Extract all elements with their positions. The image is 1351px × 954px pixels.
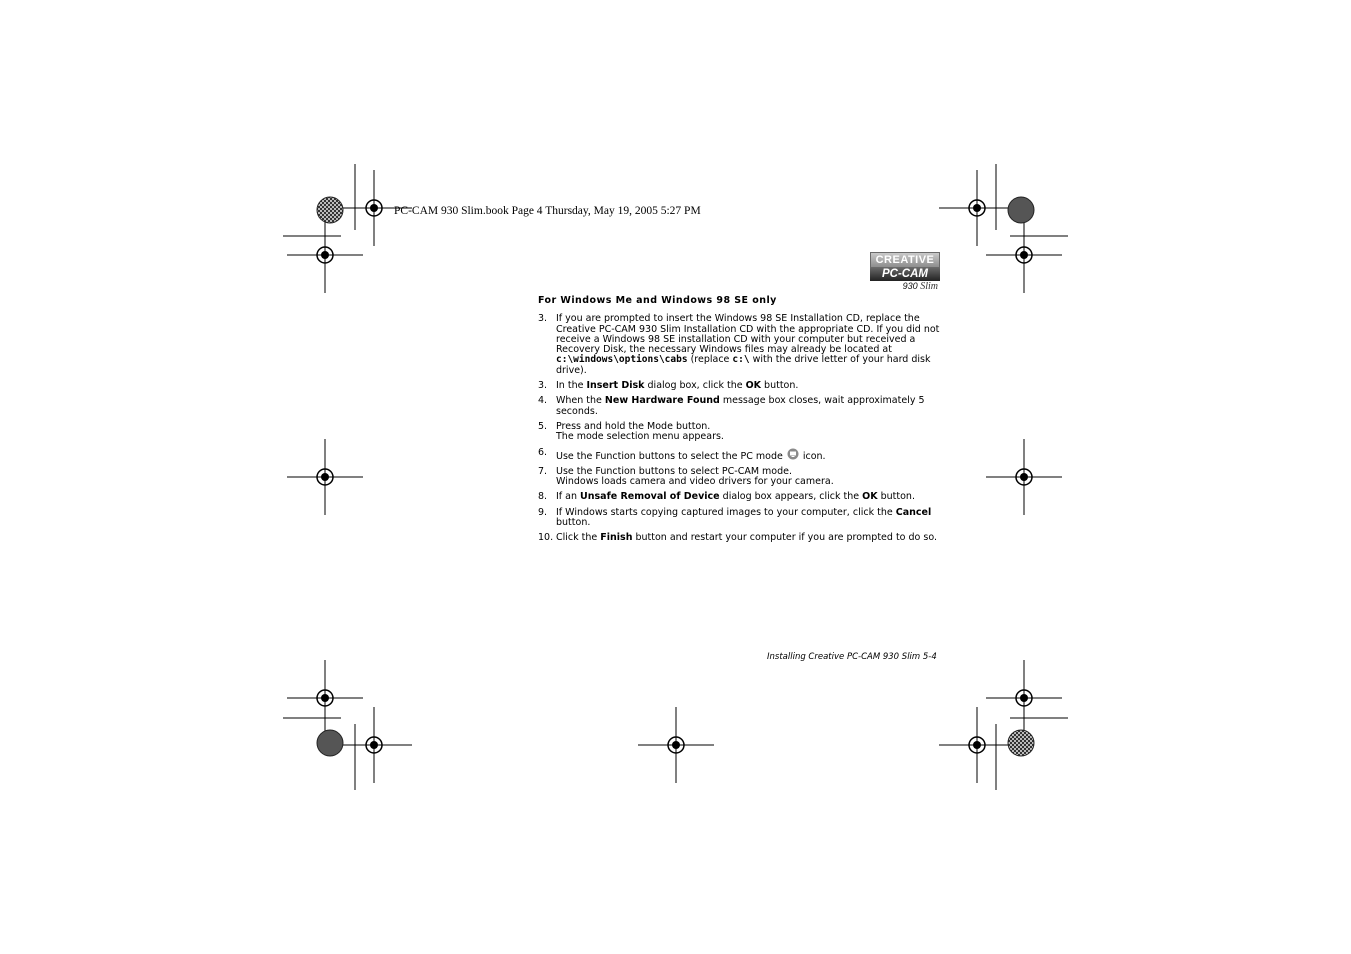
sunburst-mark-top-left xyxy=(317,197,343,223)
registration-crosshair xyxy=(986,660,1062,736)
step-number: 9. xyxy=(538,506,548,518)
step-text xyxy=(556,448,958,462)
step-text xyxy=(556,314,958,376)
book-header-line: PC-CAM 930 Slim.book Page 4 Thursday, May 19, 2005 5:27 PM xyxy=(394,205,701,217)
sunburst-mark-top-right xyxy=(1008,197,1034,223)
logo-model-number: 930 xyxy=(902,281,918,291)
step-text-part: message box closes, wait approximately 5 seconds. xyxy=(556,395,925,417)
step-text-part: icon. xyxy=(802,450,826,462)
drive-letter: c:\ xyxy=(732,354,750,366)
step-text-part: dialog box, click the xyxy=(644,380,746,392)
logo-brand: CREATIVE xyxy=(870,252,940,268)
step-text-part: button. xyxy=(556,517,591,529)
ui-term-ok: OK xyxy=(862,491,878,503)
step-text-part: dialog box appears, click the xyxy=(719,491,863,503)
step-item xyxy=(538,533,958,543)
step-number: 10. xyxy=(538,532,554,544)
registration-crosshair xyxy=(986,217,1062,293)
step-text xyxy=(556,396,958,417)
step-text-part: Use the Function buttons to select the PC mode xyxy=(556,450,783,462)
main-content xyxy=(538,296,958,549)
step-item xyxy=(538,508,958,529)
step-text-part: button. xyxy=(761,380,799,392)
logo-model-suffix: Slim xyxy=(920,281,938,292)
logo-model xyxy=(903,281,938,292)
registration-crosshair xyxy=(287,439,363,515)
step-item xyxy=(538,381,958,391)
step-number: 3. xyxy=(538,380,548,392)
step-text-part: button and restart your computer if you are prompted to do so. xyxy=(632,532,937,544)
step-text-part: Click the xyxy=(556,532,601,544)
step-item xyxy=(538,492,958,502)
section-title: For Windows Me and Windows 98 SE only xyxy=(538,295,777,306)
step-text-part: When the xyxy=(556,395,605,407)
step-text xyxy=(556,508,958,529)
step-text-part: If Windows starts copying captured images to your computer, click the xyxy=(556,506,896,518)
step-item xyxy=(538,422,958,443)
step-item xyxy=(538,467,958,488)
step-text-part: In the xyxy=(556,380,587,392)
registration-crosshair xyxy=(638,707,714,783)
ui-term-new-hardware-found: New Hardware Found xyxy=(604,395,720,407)
step-text-part: The mode selection menu appears. xyxy=(556,431,724,443)
creative-pc-cam-logo xyxy=(870,252,940,292)
step-text-part: Use the Function buttons to select PC-CAM mode. xyxy=(556,465,793,477)
step-text-part: (replace xyxy=(687,354,733,366)
registration-crosshair xyxy=(336,707,412,783)
windows-cabs-path: c:\windows\options\cabs xyxy=(556,354,688,366)
step-item xyxy=(538,448,958,462)
step-text xyxy=(556,381,958,391)
sunburst-mark-bottom-right xyxy=(1008,730,1034,756)
ui-term-unsafe-removal: Unsafe Removal of Device xyxy=(580,491,720,503)
sunburst-mark-bottom-left xyxy=(317,730,343,756)
step-number: 8. xyxy=(538,491,548,503)
step-item xyxy=(538,314,958,376)
registration-crosshair xyxy=(287,660,363,736)
page-footer: Installing Creative PC-CAM 930 Slim 5-4 xyxy=(767,652,937,662)
ui-term-cancel: Cancel xyxy=(895,506,932,518)
registration-crosshair xyxy=(986,439,1062,515)
registration-crosshair xyxy=(287,217,363,293)
ui-term-ok: OK xyxy=(745,380,762,392)
step-text xyxy=(556,422,958,443)
ui-term-finish: Finish xyxy=(600,532,633,544)
step-item xyxy=(538,396,958,417)
step-text-part: If an xyxy=(556,491,581,503)
step-number: 7. xyxy=(538,465,548,477)
step-text xyxy=(556,467,958,488)
step-text-part: If you are prompted to insert the Windows 98 SE Installation CD, replace the Creative PC-CAM 930 Slim Installation CD with the appropriate CD. If you did not receive a Windows 98 SE installation CD with your computer but received a Recovery Disk, the necessary Windows files may already be located at xyxy=(556,313,940,356)
step-text xyxy=(556,533,958,543)
pc-mode-icon xyxy=(787,448,799,460)
step-text-part: Windows loads camera and video drivers for your camera. xyxy=(556,476,834,488)
step-number: 4. xyxy=(538,395,548,407)
registration-crosshair xyxy=(939,170,1015,246)
step-text-part: Press and hold the Mode button. xyxy=(556,420,711,432)
ui-term-insert-disk: Insert Disk xyxy=(586,380,645,392)
step-number: 5. xyxy=(538,420,548,432)
registration-crosshair xyxy=(939,707,1015,783)
step-text-part: button. xyxy=(877,491,915,503)
logo-product: PC-CAM xyxy=(870,267,940,281)
step-text-part: with the drive letter of your hard disk drive). xyxy=(556,354,931,376)
step-number: 6. xyxy=(538,446,548,458)
step-number: 3. xyxy=(538,313,548,325)
step-text xyxy=(556,492,958,502)
